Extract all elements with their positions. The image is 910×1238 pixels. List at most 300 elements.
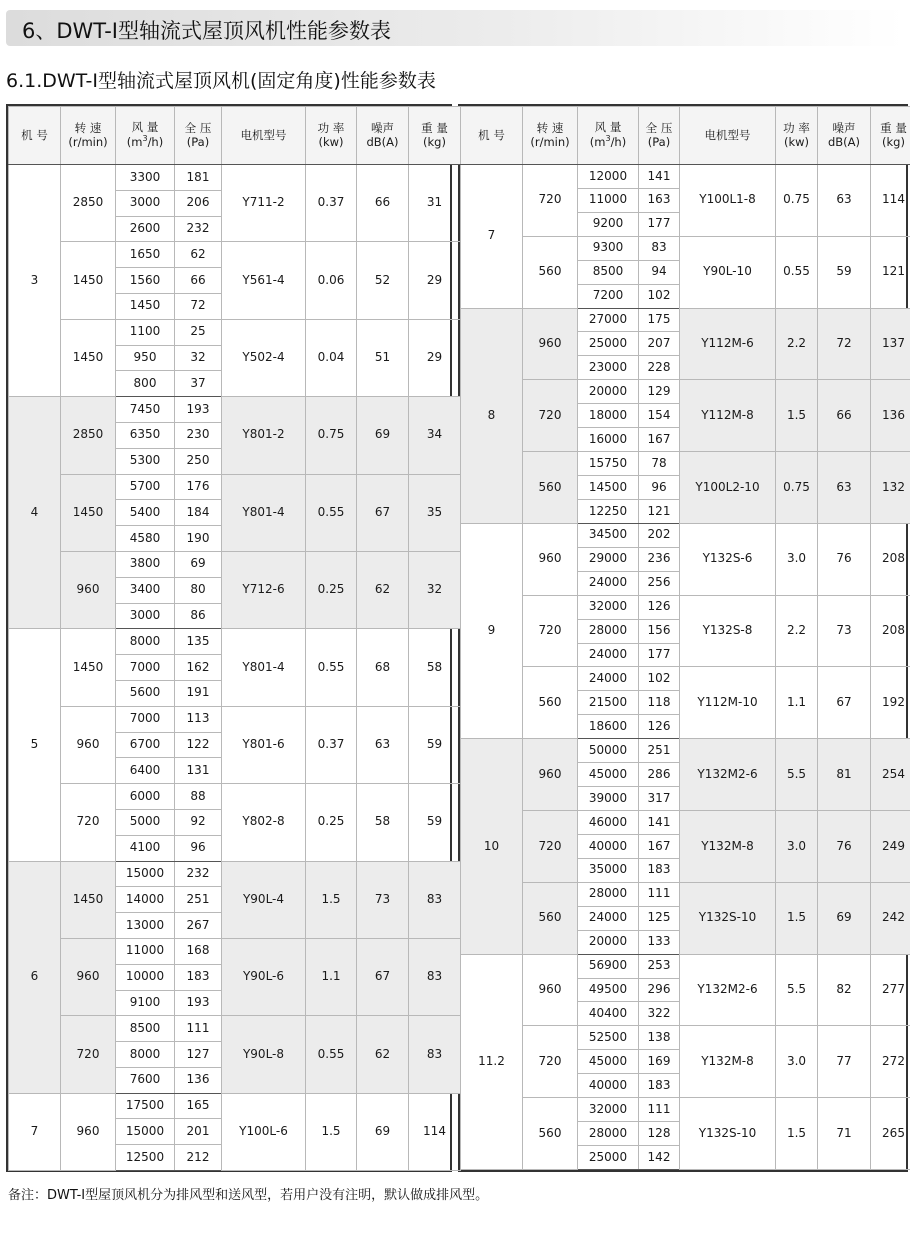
cell-noise: 67 <box>357 938 409 1015</box>
cell-pressure: 296 <box>639 978 680 1002</box>
cell-flow: 46000 <box>578 811 639 835</box>
flow-unit-post: /h) <box>147 135 164 150</box>
cell-speed: 960 <box>523 523 578 595</box>
cell-weight: 249 <box>871 811 910 883</box>
header-speed-unit: (r/min) <box>68 134 108 149</box>
cell-motor: Y802-8 <box>222 784 306 861</box>
cell-power: 1.5 <box>776 1098 818 1170</box>
header-noise-unit: dB(A) <box>827 134 861 149</box>
cell-flow: 7000 <box>116 655 175 681</box>
cell-noise: 73 <box>818 595 871 667</box>
cell-flow: 20000 <box>578 930 639 954</box>
cell-weight: 136 <box>871 380 910 452</box>
header-power-label: 功 率 <box>783 121 810 136</box>
cell-pressure: 102 <box>639 667 680 691</box>
cell-pressure: 142 <box>639 1145 680 1169</box>
cell-motor: Y132M-8 <box>680 1026 776 1098</box>
cell-pressure: 96 <box>175 835 222 861</box>
table-row <box>461 165 910 189</box>
cell-speed: 1450 <box>61 319 116 396</box>
cell-flow: 4580 <box>116 526 175 552</box>
cell-flow: 800 <box>116 371 175 397</box>
cell-speed: 960 <box>61 706 116 783</box>
header-weight-unit: (kg) <box>423 134 446 149</box>
cell-pressure: 191 <box>175 680 222 706</box>
header-row <box>9 107 461 165</box>
cell-pressure: 286 <box>639 763 680 787</box>
header-power <box>776 107 818 165</box>
cell-flow: 6000 <box>116 784 175 810</box>
cell-motor: Y801-4 <box>222 474 306 551</box>
cell-power: 1.5 <box>776 380 818 452</box>
cell-model: 9 <box>461 523 523 738</box>
table-row <box>9 397 461 423</box>
cell-weight: 32 <box>409 551 461 628</box>
cell-motor: Y561-4 <box>222 242 306 319</box>
cell-pressure: 232 <box>175 861 222 887</box>
cell-speed: 560 <box>523 1098 578 1170</box>
cell-motor: Y90L-8 <box>222 1016 306 1093</box>
cell-flow: 9200 <box>578 212 639 236</box>
page-title: 6、DWT-Ⅰ型轴流式屋顶风机性能参数表 <box>22 19 391 43</box>
cell-pressure: 131 <box>175 758 222 784</box>
cell-pressure: 190 <box>175 526 222 552</box>
cell-flow: 950 <box>116 345 175 371</box>
cell-speed: 1450 <box>61 242 116 319</box>
cell-noise: 69 <box>357 397 409 474</box>
table-row <box>9 784 461 810</box>
table-row <box>461 882 910 906</box>
model-group <box>9 165 461 397</box>
cell-weight: 242 <box>871 882 910 954</box>
cell-pressure: 183 <box>639 858 680 882</box>
cell-power: 0.55 <box>776 236 818 308</box>
cell-pressure: 168 <box>175 938 222 964</box>
cell-weight: 192 <box>871 667 910 739</box>
cell-pressure: 129 <box>639 380 680 404</box>
header-model <box>461 107 523 165</box>
cell-model: 7 <box>461 165 523 309</box>
cell-pressure: 175 <box>639 308 680 332</box>
cell-speed: 960 <box>61 1093 116 1170</box>
cell-pressure: 163 <box>639 188 680 212</box>
cell-flow: 2600 <box>116 216 175 242</box>
header-noise-label: 噪声 <box>832 121 856 136</box>
cell-flow: 11000 <box>116 938 175 964</box>
cell-pressure: 32 <box>175 345 222 371</box>
header-pressure <box>175 107 222 165</box>
header-motor-label: 电机型号 <box>704 127 751 142</box>
cell-pressure: 128 <box>639 1122 680 1146</box>
cell-motor: Y132S-10 <box>680 882 776 954</box>
cell-flow: 24000 <box>578 643 639 667</box>
cell-pressure: 250 <box>175 448 222 474</box>
cell-noise: 66 <box>818 380 871 452</box>
cell-motor: Y801-6 <box>222 706 306 783</box>
cell-power: 0.75 <box>776 452 818 524</box>
cell-pressure: 138 <box>639 1026 680 1050</box>
cell-noise: 81 <box>818 739 871 811</box>
cell-flow: 6400 <box>116 758 175 784</box>
title-banner <box>6 10 904 46</box>
cell-pressure: 86 <box>175 603 222 629</box>
cell-motor: Y100L-6 <box>222 1093 306 1170</box>
cell-motor: Y100L2-10 <box>680 452 776 524</box>
table-row <box>9 319 461 345</box>
cell-flow: 3000 <box>116 603 175 629</box>
flow-unit-pre: (m <box>126 135 143 150</box>
cell-weight: 83 <box>409 1016 461 1093</box>
header-motor-label: 电机型号 <box>240 127 287 142</box>
cell-motor: Y132S-10 <box>680 1098 776 1170</box>
header-model-label: 机 号 <box>478 127 505 142</box>
cell-pressure: 253 <box>639 954 680 978</box>
cell-noise: 52 <box>357 242 409 319</box>
table-row <box>9 938 461 964</box>
cell-flow: 9100 <box>116 990 175 1016</box>
table-row <box>461 667 910 691</box>
cell-flow: 1450 <box>116 293 175 319</box>
cell-speed: 2850 <box>61 165 116 242</box>
header-motor <box>680 107 776 165</box>
cell-noise: 62 <box>357 1016 409 1093</box>
cell-pressure: 193 <box>175 397 222 423</box>
cell-power: 1.1 <box>776 667 818 739</box>
header-power-label: 功 率 <box>317 121 345 136</box>
cell-flow: 5600 <box>116 680 175 706</box>
cell-weight: 29 <box>409 242 461 319</box>
cell-weight: 114 <box>871 165 910 237</box>
cell-weight: 265 <box>871 1098 910 1170</box>
cell-flow: 15000 <box>116 1119 175 1145</box>
cell-speed: 960 <box>523 308 578 380</box>
cell-power: 0.55 <box>306 474 357 551</box>
cell-power: 0.25 <box>306 784 357 861</box>
cell-flow: 27000 <box>578 308 639 332</box>
header-weight-label: 重 量 <box>880 121 907 136</box>
cell-speed: 720 <box>61 784 116 861</box>
cell-pressure: 127 <box>175 1042 222 1068</box>
cell-model: 7 <box>9 1093 61 1170</box>
cell-power: 0.25 <box>306 551 357 628</box>
cell-pressure: 154 <box>639 404 680 428</box>
cell-noise: 76 <box>818 523 871 595</box>
cell-pressure: 133 <box>639 930 680 954</box>
table-row <box>9 706 461 732</box>
header-speed-unit: (r/min) <box>530 134 570 149</box>
cell-flow: 28000 <box>578 619 639 643</box>
header-pressure-unit: (Pa) <box>186 134 210 149</box>
cell-pressure: 37 <box>175 371 222 397</box>
cell-pressure: 181 <box>175 165 222 191</box>
cell-weight: 83 <box>409 938 461 1015</box>
cell-pressure: 66 <box>175 268 222 294</box>
cell-speed: 560 <box>523 452 578 524</box>
cell-power: 1.1 <box>306 938 357 1015</box>
cell-speed: 1450 <box>61 629 116 706</box>
header-flow-unit <box>127 135 163 149</box>
cell-pressure: 228 <box>639 356 680 380</box>
header-power <box>306 107 357 165</box>
cell-motor: Y112M-6 <box>680 308 776 380</box>
table-row <box>9 474 461 500</box>
cell-flow: 3400 <box>116 577 175 603</box>
cell-pressure: 94 <box>639 260 680 284</box>
cell-weight: 59 <box>409 784 461 861</box>
cell-pressure: 96 <box>639 476 680 500</box>
cell-pressure: 126 <box>639 715 680 739</box>
header-speed-label: 转 速 <box>536 121 564 136</box>
cell-flow: 17500 <box>116 1093 175 1119</box>
cell-flow: 3000 <box>116 190 175 216</box>
cell-noise: 82 <box>818 954 871 1026</box>
cell-flow: 14500 <box>578 476 639 500</box>
cell-flow: 5400 <box>116 500 175 526</box>
cell-pressure: 69 <box>175 551 222 577</box>
cell-motor: Y132S-8 <box>680 595 776 667</box>
cell-power: 0.37 <box>306 706 357 783</box>
cell-noise: 67 <box>357 474 409 551</box>
cell-power: 3.0 <box>776 811 818 883</box>
cell-pressure: 201 <box>175 1119 222 1145</box>
cell-flow: 7450 <box>116 397 175 423</box>
cell-weight: 121 <box>871 236 910 308</box>
cell-weight: 114 <box>409 1093 461 1170</box>
cell-power: 1.5 <box>776 882 818 954</box>
cell-flow: 29000 <box>578 547 639 571</box>
cell-pressure: 177 <box>639 643 680 667</box>
table-row <box>461 236 910 260</box>
cell-noise: 58 <box>357 784 409 861</box>
cell-pressure: 230 <box>175 422 222 448</box>
cell-noise: 63 <box>818 452 871 524</box>
cell-flow: 5000 <box>116 809 175 835</box>
cell-flow: 32000 <box>578 1098 639 1122</box>
header-flow-label: 风 量 <box>594 120 622 135</box>
cell-pressure: 183 <box>639 1074 680 1098</box>
cell-motor: Y801-4 <box>222 629 306 706</box>
header-row <box>461 107 910 165</box>
cell-motor: Y90L-10 <box>680 236 776 308</box>
cell-pressure: 162 <box>175 655 222 681</box>
cell-flow: 39000 <box>578 787 639 811</box>
section-subtitle: 6.1.DWT-Ⅰ型轴流式屋顶风机(固定角度)性能参数表 <box>6 70 436 92</box>
cell-flow: 32000 <box>578 595 639 619</box>
model-group <box>461 739 910 954</box>
table-row <box>461 308 910 332</box>
cell-pressure: 251 <box>175 887 222 913</box>
cell-flow: 20000 <box>578 380 639 404</box>
cell-flow: 3300 <box>116 165 175 191</box>
left-table-container <box>6 104 452 1172</box>
cell-power: 0.04 <box>306 319 357 396</box>
header-pressure-unit: (Pa) <box>647 134 671 149</box>
cell-power: 3.0 <box>776 523 818 595</box>
header-motor <box>222 107 306 165</box>
cell-motor: Y90L-4 <box>222 861 306 938</box>
model-group <box>9 861 461 1093</box>
header-pressure <box>639 107 680 165</box>
cell-pressure: 232 <box>175 216 222 242</box>
cell-flow: 10000 <box>116 964 175 990</box>
cell-motor: Y801-2 <box>222 397 306 474</box>
cell-speed: 720 <box>523 1026 578 1098</box>
cell-flow: 15750 <box>578 452 639 476</box>
header-weight-label: 重 量 <box>421 121 448 136</box>
cell-noise: 76 <box>818 811 871 883</box>
cell-pressure: 212 <box>175 1145 222 1171</box>
cell-pressure: 156 <box>639 619 680 643</box>
cell-pressure: 141 <box>639 811 680 835</box>
cell-pressure: 141 <box>639 165 680 189</box>
cell-power: 0.55 <box>306 629 357 706</box>
table-row <box>9 242 461 268</box>
performance-table-left <box>8 106 461 1171</box>
cell-speed: 560 <box>523 882 578 954</box>
cell-power: 1.5 <box>306 1093 357 1170</box>
cell-weight: 272 <box>871 1026 910 1098</box>
cell-flow: 12250 <box>578 499 639 523</box>
cell-flow: 56900 <box>578 954 639 978</box>
cell-pressure: 236 <box>639 547 680 571</box>
cell-flow: 8000 <box>116 629 175 655</box>
cell-flow: 40000 <box>578 834 639 858</box>
cell-power: 0.06 <box>306 242 357 319</box>
cell-motor: Y100L1-8 <box>680 165 776 237</box>
cell-pressure: 111 <box>639 1098 680 1122</box>
cell-flow: 7000 <box>116 706 175 732</box>
cell-speed: 720 <box>523 811 578 883</box>
cell-speed: 720 <box>523 595 578 667</box>
cell-speed: 960 <box>61 938 116 1015</box>
cell-pressure: 102 <box>639 284 680 308</box>
cell-flow: 49500 <box>578 978 639 1002</box>
cell-noise: 63 <box>818 165 871 237</box>
cell-pressure: 125 <box>639 906 680 930</box>
cell-weight: 59 <box>409 706 461 783</box>
table-row <box>461 380 910 404</box>
cell-flow: 6350 <box>116 422 175 448</box>
cell-power: 0.55 <box>306 1016 357 1093</box>
cell-noise: 66 <box>357 165 409 242</box>
header-speed <box>523 107 578 165</box>
cell-power: 5.5 <box>776 954 818 1026</box>
cell-flow: 35000 <box>578 858 639 882</box>
cell-motor: Y112M-10 <box>680 667 776 739</box>
cell-motor: Y132M-8 <box>680 811 776 883</box>
cell-power: 1.5 <box>306 861 357 938</box>
cell-weight: 35 <box>409 474 461 551</box>
cell-pressure: 256 <box>639 571 680 595</box>
cell-flow: 40400 <box>578 1002 639 1026</box>
cell-noise: 77 <box>818 1026 871 1098</box>
cell-weight: 31 <box>409 165 461 242</box>
cell-weight: 58 <box>409 629 461 706</box>
cell-flow: 28000 <box>578 882 639 906</box>
model-group <box>9 1093 461 1170</box>
cell-pressure: 111 <box>639 882 680 906</box>
cell-pressure: 62 <box>175 242 222 268</box>
cell-flow: 7200 <box>578 284 639 308</box>
cell-motor: Y132M2-6 <box>680 739 776 811</box>
cell-flow: 8000 <box>116 1042 175 1068</box>
cell-noise: 73 <box>357 861 409 938</box>
cell-flow: 5700 <box>116 474 175 500</box>
cell-flow: 8500 <box>578 260 639 284</box>
cell-pressure: 177 <box>639 212 680 236</box>
table-row <box>461 523 910 547</box>
cell-speed: 560 <box>523 667 578 739</box>
cell-pressure: 80 <box>175 577 222 603</box>
flow-unit-sup: 3 <box>605 134 611 144</box>
cell-power: 2.2 <box>776 595 818 667</box>
cell-pressure: 176 <box>175 474 222 500</box>
cell-flow: 12500 <box>116 1145 175 1171</box>
cell-pressure: 121 <box>639 499 680 523</box>
cell-pressure: 206 <box>175 190 222 216</box>
table-row <box>9 861 461 887</box>
header-flow <box>578 107 639 165</box>
cell-pressure: 118 <box>639 691 680 715</box>
cell-pressure: 183 <box>175 964 222 990</box>
cell-motor: Y711-2 <box>222 165 306 242</box>
cell-speed: 960 <box>61 551 116 628</box>
cell-pressure: 169 <box>639 1050 680 1074</box>
cell-flow: 50000 <box>578 739 639 763</box>
cell-pressure: 78 <box>639 452 680 476</box>
flow-unit-post: /h) <box>610 135 627 150</box>
cell-flow: 1650 <box>116 242 175 268</box>
table-row <box>9 165 461 191</box>
table-row <box>461 452 910 476</box>
cell-flow: 15000 <box>116 861 175 887</box>
cell-noise: 71 <box>818 1098 871 1170</box>
cell-motor: Y712-6 <box>222 551 306 628</box>
cell-weight: 137 <box>871 308 910 380</box>
cell-pressure: 165 <box>175 1093 222 1119</box>
cell-flow: 14000 <box>116 887 175 913</box>
cell-noise: 63 <box>357 706 409 783</box>
cell-motor: Y90L-6 <box>222 938 306 1015</box>
table-row <box>461 739 910 763</box>
cell-pressure: 207 <box>639 332 680 356</box>
header-power-unit: (kw) <box>783 134 810 149</box>
cell-weight: 208 <box>871 523 910 595</box>
cell-model: 8 <box>461 308 523 523</box>
cell-power: 5.5 <box>776 739 818 811</box>
header-flow-label: 风 量 <box>131 120 159 135</box>
cell-flow: 13000 <box>116 913 175 939</box>
cell-flow: 34500 <box>578 523 639 547</box>
model-group <box>461 165 910 309</box>
cell-noise: 69 <box>357 1093 409 1170</box>
cell-flow: 11000 <box>578 188 639 212</box>
cell-flow: 21500 <box>578 691 639 715</box>
cell-noise: 67 <box>818 667 871 739</box>
header-flow <box>116 107 175 165</box>
cell-pressure: 72 <box>175 293 222 319</box>
cell-weight: 208 <box>871 595 910 667</box>
cell-pressure: 267 <box>175 913 222 939</box>
cell-power: 0.75 <box>306 397 357 474</box>
header-weight <box>409 107 461 165</box>
cell-pressure: 167 <box>639 428 680 452</box>
cell-motor: Y132M2-6 <box>680 954 776 1026</box>
cell-pressure: 111 <box>175 1016 222 1042</box>
table-row <box>461 1026 910 1050</box>
cell-flow: 18600 <box>578 715 639 739</box>
performance-table-right <box>460 106 910 1170</box>
